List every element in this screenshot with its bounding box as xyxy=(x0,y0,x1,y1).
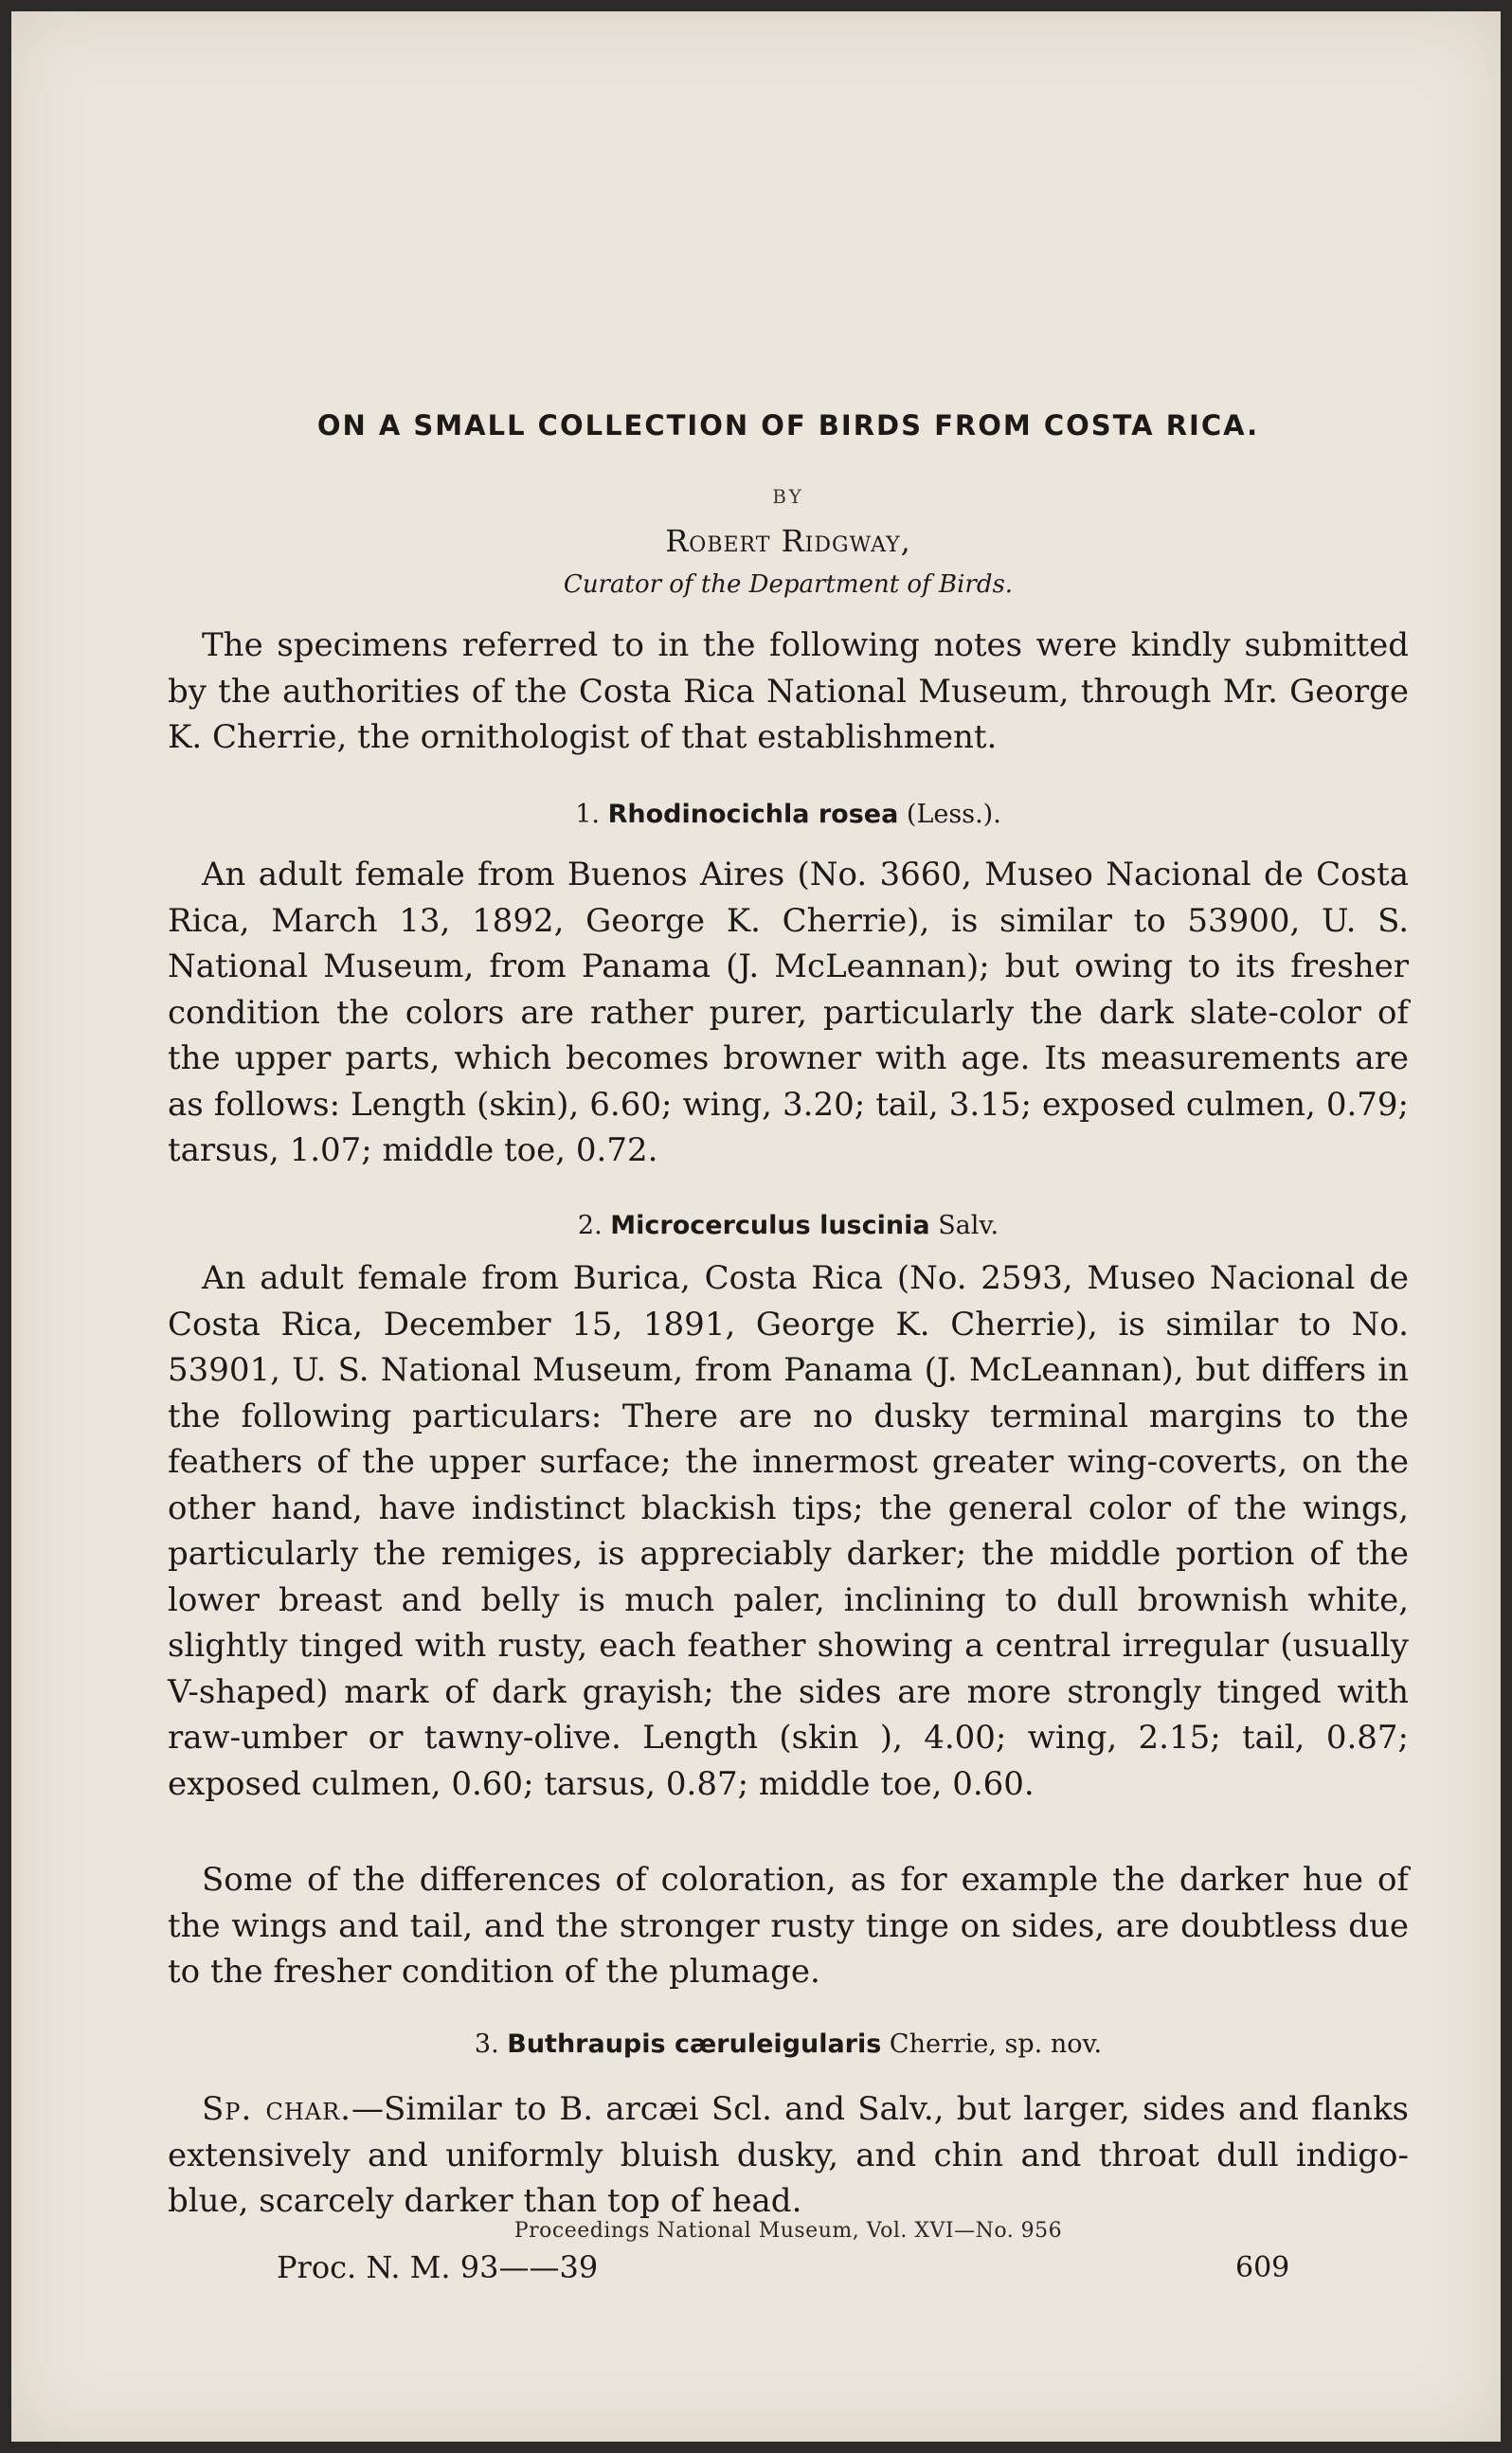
signature-mark: Proc. N. M. 93——39 xyxy=(277,2249,599,2285)
intro-paragraph: The specimens referred to in the following notes were kindly submitted by the authorities of the Costa Rica National Museum, through Mr. George K. Cherrie, the ornithologist of that establishment. xyxy=(168,626,1409,756)
article-title: ON A SMALL COLLECTION OF BIRDS FROM COSTA RICA. xyxy=(316,409,1260,442)
author-affiliation: Curator of the Department of Birds. xyxy=(563,570,1014,599)
proceedings-line: Proceedings National Museum, Vol. XVI—No. 956 xyxy=(513,2219,1063,2243)
species-2-paragraph-1: An adult female from Burica, Costa Rica (No. 2593, Museo Nacional de Costa Rica, December 15, 1891, George K. Cherrie), is similar to No. 53901, U. S. National Museum, from Panama (J. McLeannan), but differs in the following particulars: There are no dusky terminal margins to the feathers of the upper surface; the innermost greater wing-coverts, on the other hand, have indistinct blackish tips; the general color of the wings, particularly the remiges, is appreciably darker; the middle portion of the lower breast and belly is much paler, inclining to dull brownish white, slightly tinged with rusty, each feather showing a central irregular (usually V-shaped) mark of dark grayish; the sides are more strongly tinged with raw-umber or tawny-olive. Length (skin ), 4.00; wing, 2.15; tail, 0.87; exposed culmen, 0.60; tarsus, 0.87; middle toe, 0.60. xyxy=(168,1259,1409,1803)
species-heading-2: 2. Microcerculus luscinia Salv. xyxy=(577,1211,999,1240)
page xyxy=(11,11,1501,2442)
species-heading-3: 3. Buthraupis cæruleigularis Cherrie, sp. nov. xyxy=(474,2029,1103,2059)
species-3-diagnosis: Sp. char.—Similar to B. arcæi Scl. and Salv., but larger, sides and flanks extensively and uniformly bluish dusky, and chin and throat dull indigo-blue, scarcely darker than top of head. xyxy=(168,2090,1410,2220)
page-number: 609 xyxy=(1235,2251,1290,2284)
species-heading-1: 1. Rhodinocichla rosea (Less.). xyxy=(575,800,1001,829)
species-2-paragraph-2: Some of the differences of coloration, as for example the darker hue of the wings and tail, and the stronger rusty tinge on sides, are doubtless due to the fresher condition of the plumage. xyxy=(168,1861,1409,1991)
byline-by: BY xyxy=(772,485,804,508)
spchar-label: Sp. char. xyxy=(202,2090,351,2128)
author-name: Robert Ridgway, xyxy=(665,523,911,559)
species-1-paragraph: An adult female from Buenos Aires (No. 3660, Museo Nacional de Costa Rica, March 13, 1892, George K. Cherrie), is similar to 53900, U. S. National Museum, from Panama (J. McLeannan); but owing to its fresher condition the colors are rather purer, particularly the dark slate-color of the upper parts, which becomes browner with age. Its measurements are as follows: Length (skin), 6.60; wing, 3.20; tail, 3.15; exposed culmen, 0.79; tarsus, 1.07; middle toe, 0.72. xyxy=(168,856,1409,1169)
